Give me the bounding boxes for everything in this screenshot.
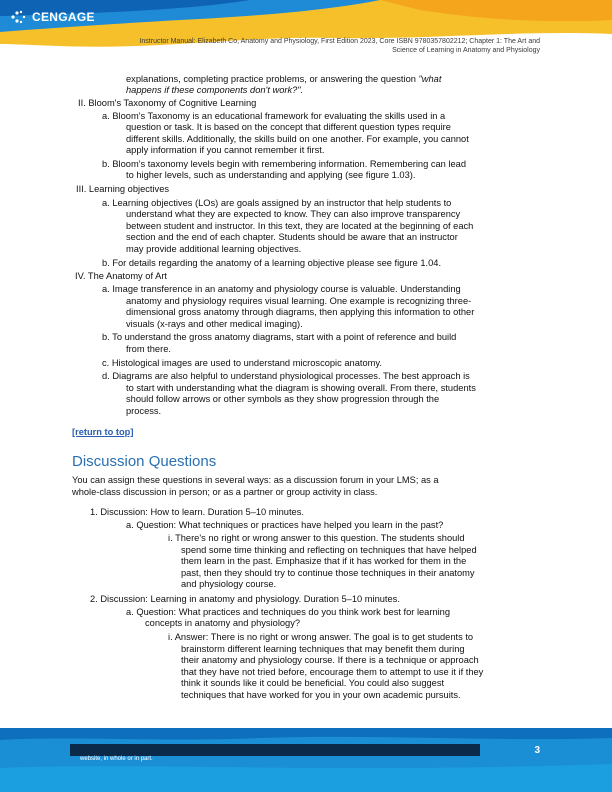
header-citation-line-1: Instructor Manual: Elizabeth Co, Anatomy and Physiology, First Edition 2023, Core ISBN 9780357802212; Chapter 1: The Art and bbox=[139, 38, 540, 45]
outline-heading-ii: II. Bloom's Taxonomy of Cognitive Learning bbox=[78, 98, 257, 108]
outline-line: explanations, completing practice problems, or answering the question "what bbox=[126, 74, 442, 84]
italic-question: "what bbox=[418, 74, 442, 84]
logo-text: CENGAGE bbox=[32, 10, 95, 24]
answer-line: spend some time thinking and reflecting on techniques that have helped bbox=[181, 545, 477, 555]
outline-line: to start with understanding what the diagram is showing overall. From there, students bbox=[126, 383, 476, 393]
outline-line: happens if these components don't work?". bbox=[126, 85, 304, 95]
outline-line: anatomy and physiology requires visual learning. One example is recognizing three- bbox=[126, 296, 472, 306]
answer-line: techniques that have worked for you in your own academic pursuits. bbox=[181, 690, 461, 700]
cengage-logo-icon bbox=[10, 10, 28, 24]
answer-line: i. Answer: There is no right or wrong answer. The goal is to get students to bbox=[168, 632, 474, 642]
cengage-logo bbox=[10, 10, 95, 24]
question-item-1: 1. Discussion: How to learn. Duration 5–10 minutes. bbox=[90, 507, 304, 517]
outline-heading-iv: IV. The Anatomy of Art bbox=[75, 271, 167, 281]
return-to-top-link[interactable]: [return to top] bbox=[72, 427, 134, 437]
answer-line: that they have not tried before, encourage them to attempt to use it if they bbox=[181, 667, 484, 677]
outline-heading-iii: III. Learning objectives bbox=[76, 184, 170, 194]
outline-line: c. Histological images are used to understand microscopic anatomy. bbox=[102, 358, 382, 368]
answer-line: and physiology course. bbox=[181, 579, 277, 589]
outline-line: to higher levels, such as understanding and applying (see figure 1.03). bbox=[126, 170, 416, 180]
question-line: a. Question: What practices and techniques do you think work best for learning bbox=[126, 607, 451, 617]
footer-copyright: website, in whole or in part. bbox=[80, 756, 153, 762]
answer-line: their anatomy and physiology course. If there is a technique or approach bbox=[181, 655, 479, 665]
section-title: Discussion Questions bbox=[72, 453, 217, 470]
page-header bbox=[0, 0, 612, 64]
question-line: concepts in anatomy and physiology? bbox=[145, 618, 301, 628]
outline-line: d. Diagrams are also helpful to understand physiological processes. The best approach is bbox=[102, 371, 470, 381]
answer-line: them learn in the past. Emphasize that if it has worked for them in the bbox=[181, 556, 467, 566]
outline-line: a. Bloom's Taxonomy is an educational framework for evaluating the skills used in a bbox=[102, 111, 446, 121]
question-line: a. Question: What techniques or practices have helped you learn in the past? bbox=[126, 520, 444, 530]
answer-line: past, then they should try to continue those techniques in their anatomy bbox=[181, 568, 475, 578]
outline-line: apply information if you cannot remember it first. bbox=[126, 145, 325, 155]
outline-line: section and the end of each chapter. Students should be aware that an instructor bbox=[126, 232, 458, 242]
outline-line: understand what they are expected to know. They can also improve transparency bbox=[126, 209, 461, 219]
header-citation bbox=[70, 37, 540, 55]
outline-line: b. Bloom's taxonomy levels begin with remembering information. Remembering can lead bbox=[102, 159, 467, 169]
outline-line: question or task. It is based on the concept that different question types require bbox=[126, 122, 451, 132]
page-footer bbox=[0, 728, 612, 792]
outline-line: from there. bbox=[126, 344, 171, 354]
outline-line: a. Image transference in an anatomy and physiology course is valuable. Understanding bbox=[102, 284, 461, 294]
answer-line: brainstorm different learning techniques that may benefit them during bbox=[181, 644, 465, 654]
outline-line: may provide additional learning objectives. bbox=[126, 244, 302, 254]
intro-line: You can assign these questions in several ways: as a discussion forum in your LMS; as a bbox=[72, 475, 439, 485]
header-citation-line-2: Science of Learning in Anatomy and Physiology bbox=[392, 47, 540, 54]
answer-line: think it sounds like it could be beneficial. You could also suggest bbox=[181, 678, 445, 688]
answer-line: i. There's no right or wrong answer to this question. The students should bbox=[168, 533, 465, 543]
outline-line: dimensional gross anatomy through diagrams, then applying this information to other bbox=[126, 307, 475, 317]
outline-line: b. For details regarding the anatomy of a learning objective please see figure 1.04. bbox=[102, 258, 442, 268]
outline-line: between student and instructor. In this text, they are located at the beginning of each bbox=[126, 221, 474, 231]
outline-line: b. To understand the gross anatomy diagrams, start with a point of reference and build bbox=[102, 332, 457, 342]
page-number: 3 bbox=[534, 745, 540, 756]
footer-dark-bar bbox=[70, 744, 480, 756]
outline-line: different skills. Additionally, the skills build on one another. For example, you cannot bbox=[126, 134, 469, 144]
question-item-2: 2. Discussion: Learning in anatomy and physiology. Duration 5–10 minutes. bbox=[90, 594, 400, 604]
intro-line: whole-class discussion in person; or as a partner or group activity in class. bbox=[72, 487, 378, 497]
outline-line: process. bbox=[126, 406, 162, 416]
outline-line: should follow arrows or other symbols as they show progression through the bbox=[126, 394, 440, 404]
outline-line: a. Learning objectives (LOs) are goals assigned by an instructor that help students to bbox=[102, 198, 452, 208]
outline-line: visuals (x-rays and other medical imaging). bbox=[126, 319, 303, 329]
